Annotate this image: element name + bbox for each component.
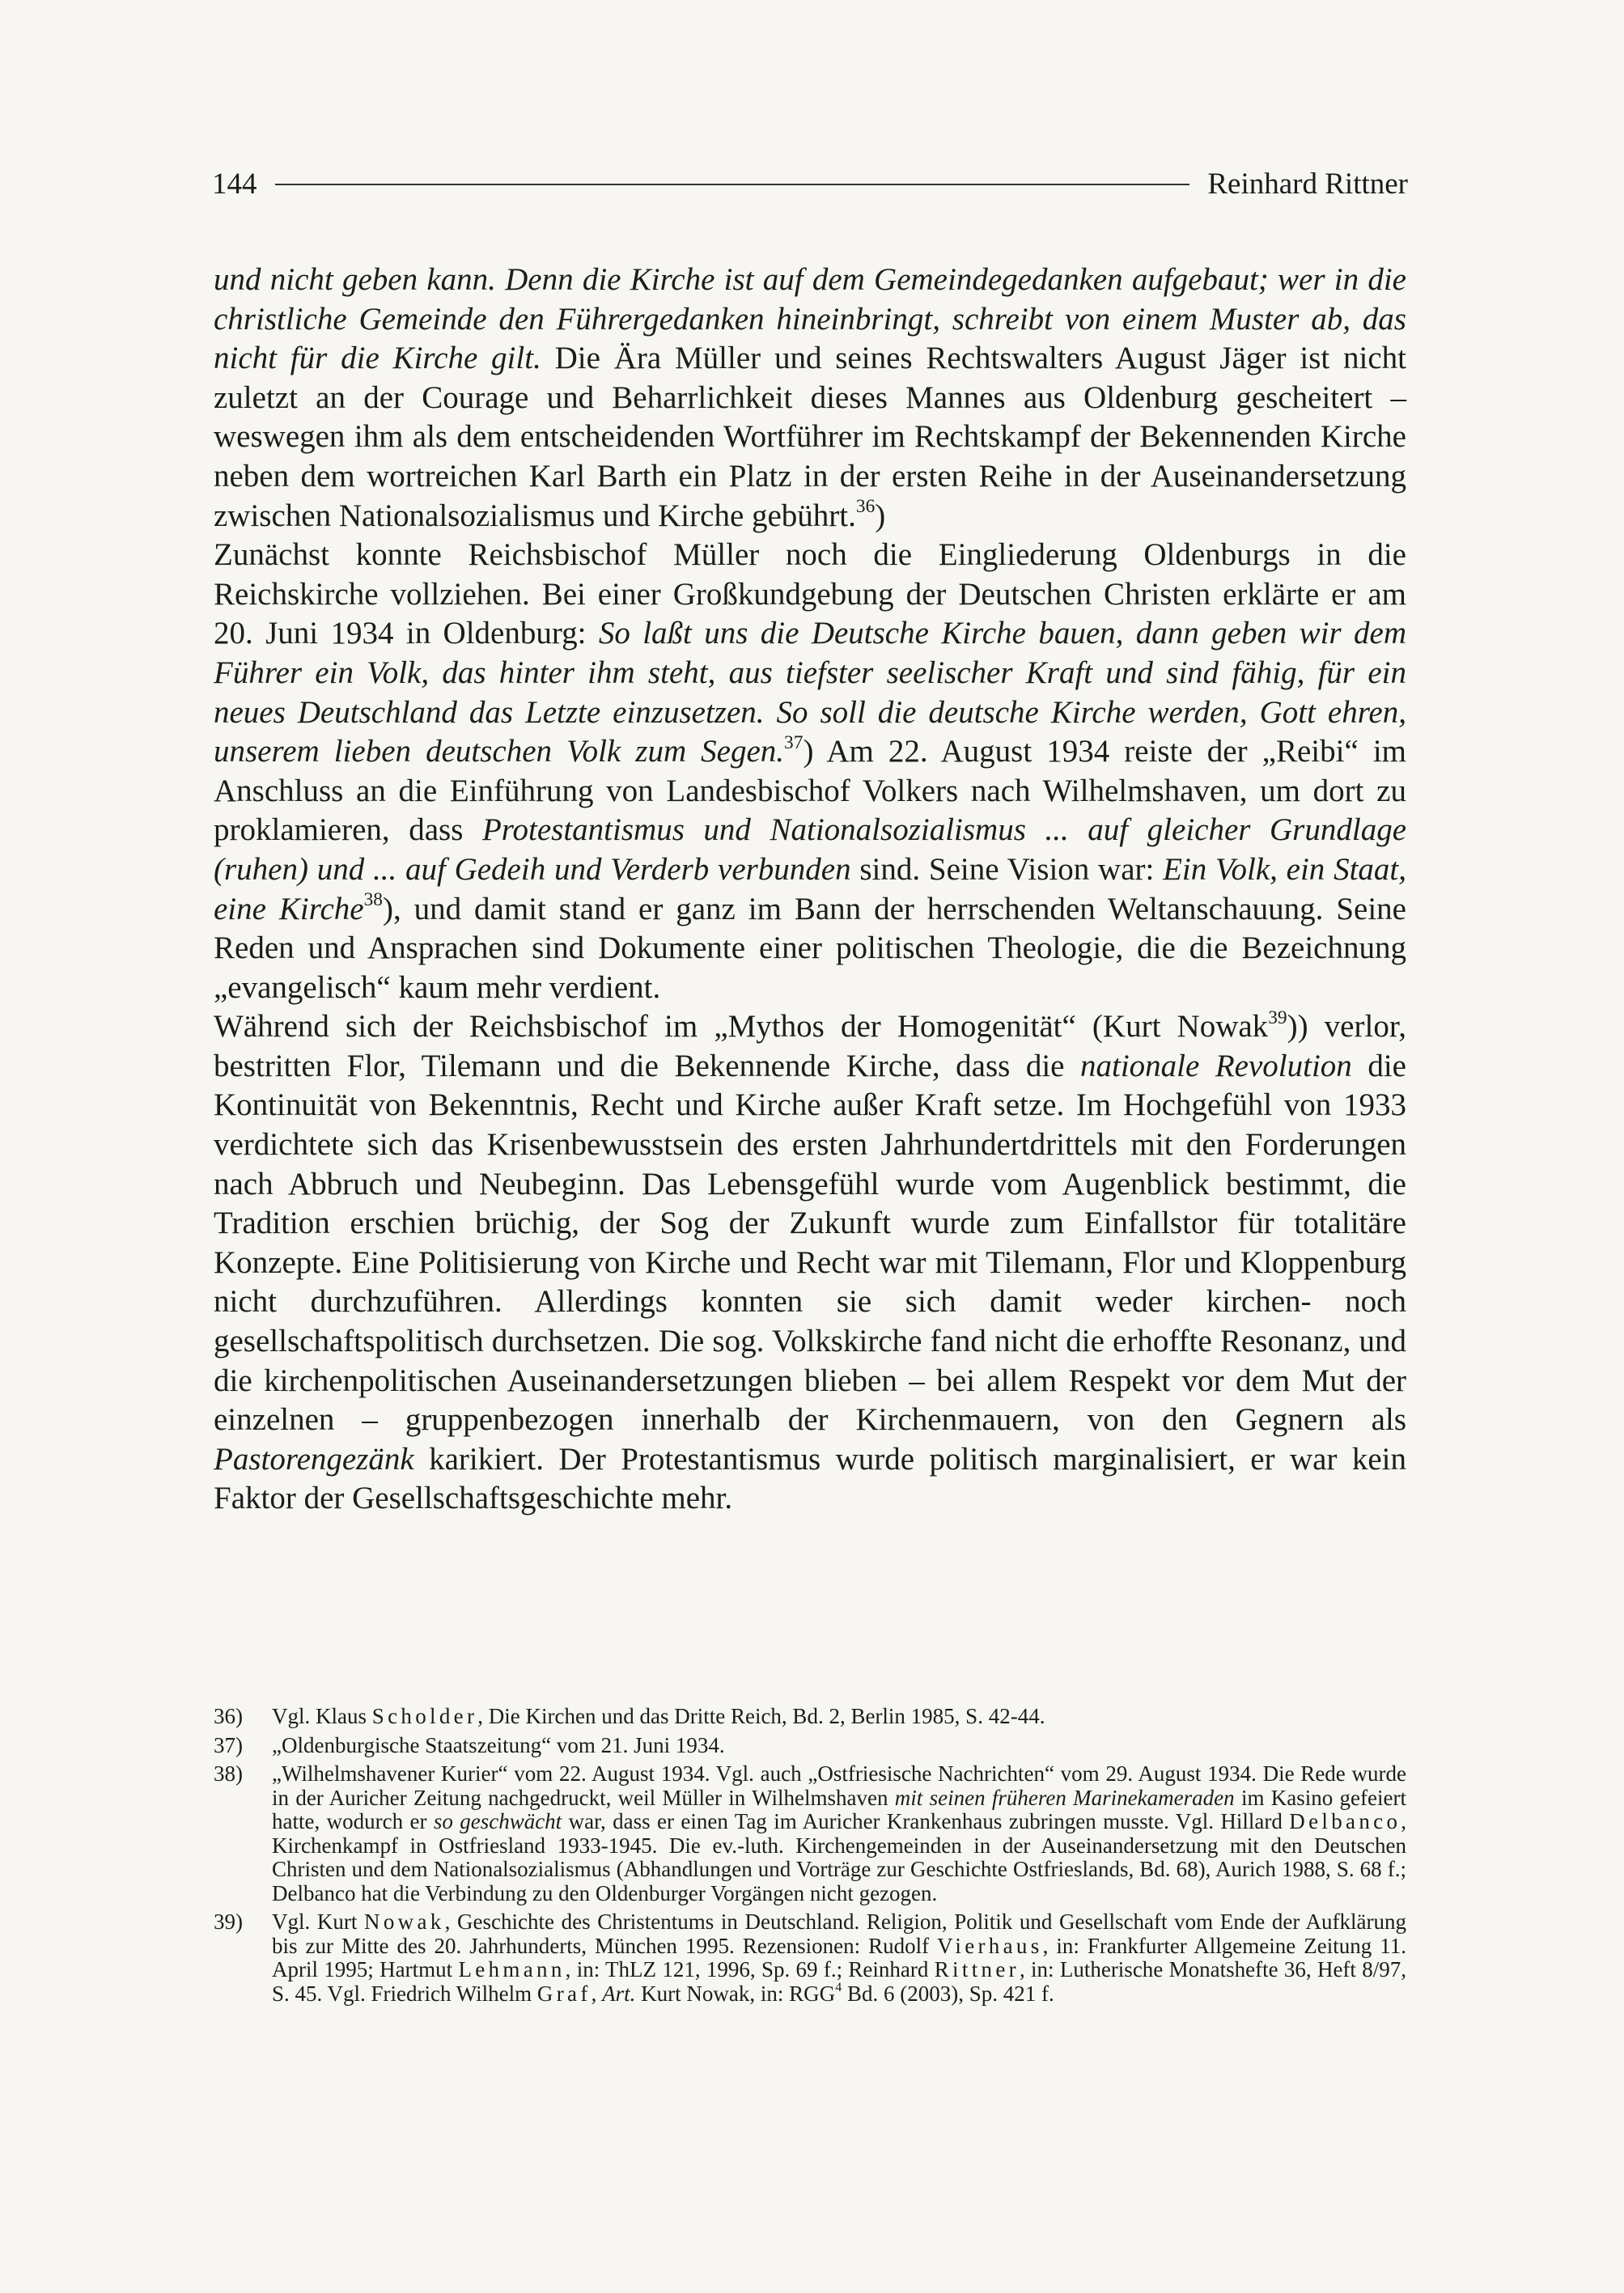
footnote-number: 37) (214, 1732, 243, 1757)
footnote-ref-38[interactable]: 38 (363, 889, 383, 911)
text-run: sind. Seine Vision war: (850, 851, 1164, 887)
footnote-39 (214, 1910, 1406, 2006)
text-run: ) (875, 498, 886, 533)
quote: mit seinen früheren Marinekameraden (894, 1785, 1235, 1810)
footnote-text: „Oldenburgische Staatszeitung“ vom 21. Juni 1934. (272, 1732, 725, 1757)
paragraph (214, 1007, 1406, 1519)
quote: So laßt uns die Deutsche Kirche bauen, dann geben wir dem Führer ein Volk, das hinter ihm steht, aus tiefster seelischer Kraft und sind fähig, für ein neues Deutschland das Letzte einzusetzen. So soll die deutsche Kirche werden, Gott ehren, unserem lieben deutschen Volk zum Segen. (214, 616, 1406, 769)
quote: Pastorengezänk (214, 1441, 414, 1477)
footnote-37 (214, 1734, 1406, 1758)
footnote-38 (214, 1762, 1406, 1905)
text-run: war, dass er einen Tag im Auricher Krankenhaus zubringen musste. Vgl. Hillard (562, 1809, 1290, 1833)
body-text (214, 261, 1406, 1519)
text-run: Während sich der Reichsbischof im „Mythos der Homogenität“ (Kurt Nowak (214, 1009, 1269, 1045)
quote: so geschwächt (433, 1809, 562, 1833)
text-run: , Geschichte des Christentums in Deutschland. Religion, Politik und Gesellschaft vom Ende der Aufklärung bis zur Mitte des 20. Jahrhunderts, München 1995. Rezensionen: Rudolf (272, 1909, 1406, 1958)
text-run: ), und damit stand er ganz im Bann der herrschenden Weltanschauung. Seine Reden und Ansprachen sind Dokumente einer politischen Theologie, die die Bezeichnung „evangelisch“ kaum mehr verdient. (214, 891, 1406, 1005)
text-run: karikiert. Der Protestantismus wurde politisch marginalisiert, er war kein Faktor der Gesellschaftsgeschichte mehr. (214, 1441, 1406, 1516)
page-header (212, 167, 1408, 215)
footnote-ref-39[interactable]: 39 (1268, 1007, 1287, 1028)
text-run: Zunächst konnte Reichsbischof Müller noch die Eingliederung Oldenburgs in die Reichskirche vollziehen. Bei einer Großkundgebung der Deutschen Christen erklärte er am 20. Juni 1934 in Oldenburg: (214, 537, 1406, 651)
footnote-ref-36[interactable]: 36 (855, 496, 876, 518)
page-number: 144 (212, 167, 257, 201)
quote: Protestantismus und Nationalsozialismus ... auf gleicher Grundlage (ruhen) und ... auf Gedeih und Verderb verbunden (214, 812, 1407, 887)
footnote-number: 36) (214, 1704, 243, 1728)
footnote-text (272, 1762, 1406, 1905)
abbreviation: Art. (602, 1981, 636, 2006)
paragraph (214, 261, 1406, 536)
text-run: Die Ära Müller und seines Rechtswalters August Jäger ist nicht zuletzt an der Courage und Beharrlichkeit dieses Mannes aus Oldenburg gescheitert – weswegen ihm als dem entscheidenden Wortführer im Rechtskampf der Bekennenden Kirche neben dem wortreichen Karl Barth ein Platz in der ersten Reihe in der Auseinandersetzung zwischen Nationalsozialismus und Kirche gebührt. (214, 341, 1406, 533)
running-head: Reinhard Rittner (1207, 167, 1408, 201)
text-run: ) Am 22. August 1934 reiste der „Reibi“ im Anschluss an die Einführung von Landesbischof Volkers nach Wilhelmshaven, um dort zu proklamieren, dass (214, 734, 1406, 848)
text-run: „Wilhelmshavener Kurier“ vom 22. August 1934. Vgl. auch „Ostfriesische Nachrichten“ vom 29. August 1934. Die Rede wurde in der Auricher Zeitung nachgedruckt, weil Müller in Wilhelmshaven (272, 1761, 1406, 1810)
author-name: Nowak (364, 1909, 445, 1934)
text-run: , in: Frankfurter Allgemeine Zeitung 11. April 1995; Hartmut (272, 1933, 1406, 1981)
text-run: , Kirchenkampf in Ostfriesland 1933-1945. Die ev.-luth. Kirchengemeinden in der Auseinandersetzung mit den Deutschen Christen und dem Nationalsozialismus (Abhandlungen und Vorträge zur Geschichte Ostfrieslands, Bd. 68), Aurich 1988, S. 68 f.; Delbanco hat die Verbindung zu den Oldenburger Vorgängen nicht gezogen. (272, 1809, 1407, 1905)
footnote-ref-37[interactable]: 37 (784, 731, 804, 753)
author-name: Delbanco (1289, 1809, 1401, 1833)
text-run: Bd. 6 (2003), Sp. 421 f. (842, 1981, 1054, 2006)
footnote-text (272, 1910, 1406, 2006)
text-run: , in: ThLZ 121, 1996, Sp. 69 f.; Reinhard (565, 1957, 935, 1981)
text-run: )) verlor, bestritten Flor, Tilemann und die Bekennende Kirche, dass die (214, 1009, 1406, 1083)
author-name: Vierhaus (937, 1933, 1043, 1958)
footnote-number: 39) (214, 1909, 243, 1934)
author-name: Lehmann (458, 1957, 566, 1981)
footnote-text (272, 1705, 1406, 1729)
quote: und nicht geben kann. Denn die Kirche ist auf dem Gemeindegedanken aufgebaut; wer in die christliche Gemeinde den Führergedanken hineinbringt, schreibt von einem Muster ab, das nicht für die Kirche gilt. (214, 262, 1406, 376)
text-run: im Kasino gefeiert hatte, wodurch er (272, 1785, 1406, 1833)
text-run: Kurt Nowak, in: RGG (635, 1981, 836, 2006)
footnote-36 (214, 1705, 1406, 1729)
header-rule (275, 184, 1190, 185)
paragraph (214, 536, 1406, 1007)
text-run: , (591, 1981, 603, 2006)
text-run: Vgl. Kurt (272, 1909, 365, 1934)
quote: Ein Volk, ein Staat, eine Kirche (214, 851, 1406, 926)
text-run: die Kontinuität von Bekenntnis, Recht und Kirche außer Kraft setze. Im Hochgefühl von 1933 verdichtete sich das Krisenbewusstsein des ersten Jahrhundertdrittels mit den Forderungen nach Abbruch und Neubeginn. Das Lebensgefühl wurde vom Augenblick bestimmt, die Tradition erschien brüchig, der Sog der Zukunft wurde zum Einfallstor für totalitäre Konzepte. Eine Politisierung von Kirche und Recht war mit Tilemann, Flor und Kloppenburg nicht durchzuführen. Allerdings konnten sie sich damit weder kirchen- noch gesellschaftspolitisch durchsetzen. Die sog. Volkskirche fand nicht die erhoffte Resonanz, und die kirchenpolitischen Auseinandersetzungen blieben – bei allem Respekt vor dem Mut der einzelnen – gruppenbezogen innerhalb der Kirchenmauern, von den Gegnern als (214, 1048, 1406, 1438)
author-name: Graf (536, 1981, 592, 2006)
text-run: , in: Lutherische Monatshefte 36, Heft 8/97, S. 45. Vgl. Friedrich Wilhelm (272, 1957, 1406, 2006)
footnotes (214, 1705, 1406, 2011)
edition-superscript: 4 (835, 1979, 842, 1994)
text-run: Vgl. Klaus (272, 1704, 372, 1728)
author-name: Scholder (371, 1704, 478, 1728)
footnote-number: 38) (214, 1761, 243, 1786)
quote: nationale Revolution (1080, 1048, 1352, 1083)
author-name: Rittner (934, 1957, 1020, 1981)
text-run: , Die Kirchen und das Dritte Reich, Bd. 2, Berlin 1985, S. 42-44. (477, 1704, 1045, 1728)
